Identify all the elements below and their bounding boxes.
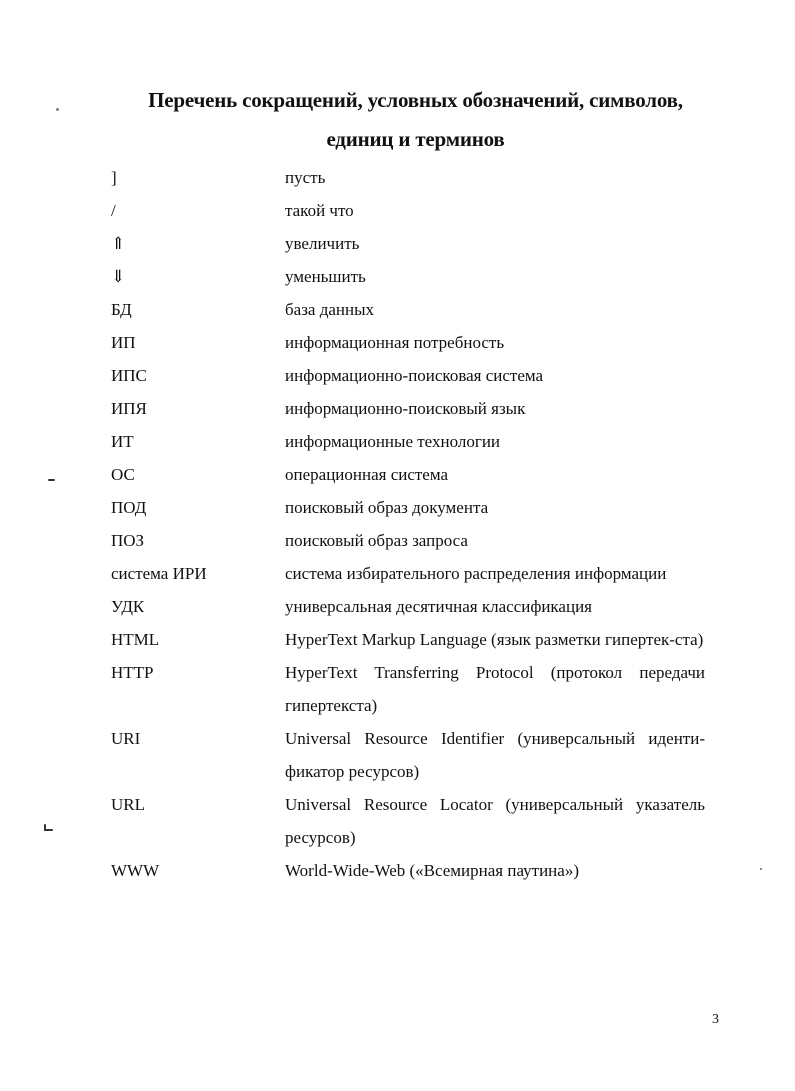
definition: World-Wide-Web («Всемирная паутина») xyxy=(285,861,579,880)
list-item xyxy=(0,524,795,557)
abbreviation: ИПС xyxy=(111,366,147,385)
abbreviation: / xyxy=(111,201,116,220)
list-item xyxy=(0,788,795,854)
definition: операционная система xyxy=(285,465,449,484)
scan-speck xyxy=(760,868,762,870)
list-item xyxy=(0,491,795,524)
list-item xyxy=(0,458,795,491)
list-item xyxy=(0,722,795,788)
list-item xyxy=(0,326,795,359)
abbreviation: URI xyxy=(111,729,141,748)
list-item xyxy=(0,227,795,260)
definition: увеличить xyxy=(285,234,360,253)
definition: такой что xyxy=(285,201,354,220)
list-item xyxy=(0,854,795,887)
list-item xyxy=(0,392,795,425)
definition: HyperText Markup Language (язык разметки гипертек-ста) xyxy=(285,630,704,649)
abbreviation: ИП xyxy=(111,333,136,352)
scan-speck xyxy=(48,479,55,481)
definition: пусть xyxy=(285,168,326,187)
abbreviation: ПОЗ xyxy=(111,531,145,550)
abbreviation: WWW xyxy=(111,861,160,880)
list-item xyxy=(0,161,795,194)
definition: HyperText Transferring Protocol (протокол передачи гипертекста) xyxy=(285,663,705,715)
definition: информационные технологии xyxy=(285,432,501,451)
definition: Universal Resource Identifier (универсальный иденти-фикатор ресурсов) xyxy=(285,729,705,781)
definition: поисковый образ документа xyxy=(285,498,489,517)
definition: информационно-поисковый язык xyxy=(285,399,526,418)
scan-speck xyxy=(56,108,59,111)
definition: поисковый образ запроса xyxy=(285,531,468,550)
definition: информационно-поисковая система xyxy=(285,366,544,385)
list-item xyxy=(0,425,795,458)
list-item xyxy=(0,260,795,293)
abbreviation: HTML xyxy=(111,630,160,649)
definition: база данных xyxy=(285,300,375,319)
abbreviation: ИПЯ xyxy=(111,399,147,418)
list-item xyxy=(0,194,795,227)
list-item xyxy=(0,623,795,656)
abbreviation: ОС xyxy=(111,465,135,484)
list-item xyxy=(0,557,795,590)
page-title-line-1: Перечень сокращений, условных обозначений, символов, xyxy=(148,88,683,112)
list-item xyxy=(0,656,795,722)
definition: универсальная десятичная классификация xyxy=(285,597,592,616)
abbreviation: БД xyxy=(111,300,132,319)
abbreviation: ⇑ xyxy=(111,234,126,253)
definition: система избирательного распределения информации xyxy=(285,564,667,583)
abbreviation: ] xyxy=(111,168,117,187)
definition: Universal Resource Locator (универсальный указатель ресурсов) xyxy=(285,795,705,847)
abbreviation: URL xyxy=(111,795,145,814)
abbreviation: система ИРИ xyxy=(111,564,207,583)
list-item xyxy=(0,359,795,392)
page-title-line-2: единиц и терминов xyxy=(326,127,505,151)
abbreviation: ⇓ xyxy=(111,267,126,286)
list-item xyxy=(0,590,795,623)
abbreviation: ИТ xyxy=(111,432,134,451)
definition: информационная потребность xyxy=(285,333,505,352)
abbreviations-list xyxy=(0,161,795,887)
definition: уменьшить xyxy=(285,267,366,286)
page-number: 3 xyxy=(712,1012,719,1027)
scan-speck xyxy=(44,829,53,831)
abbreviation: ПОД xyxy=(111,498,147,517)
abbreviation: HTTP xyxy=(111,663,154,682)
abbreviation: УДК xyxy=(111,597,145,616)
list-item xyxy=(0,293,795,326)
